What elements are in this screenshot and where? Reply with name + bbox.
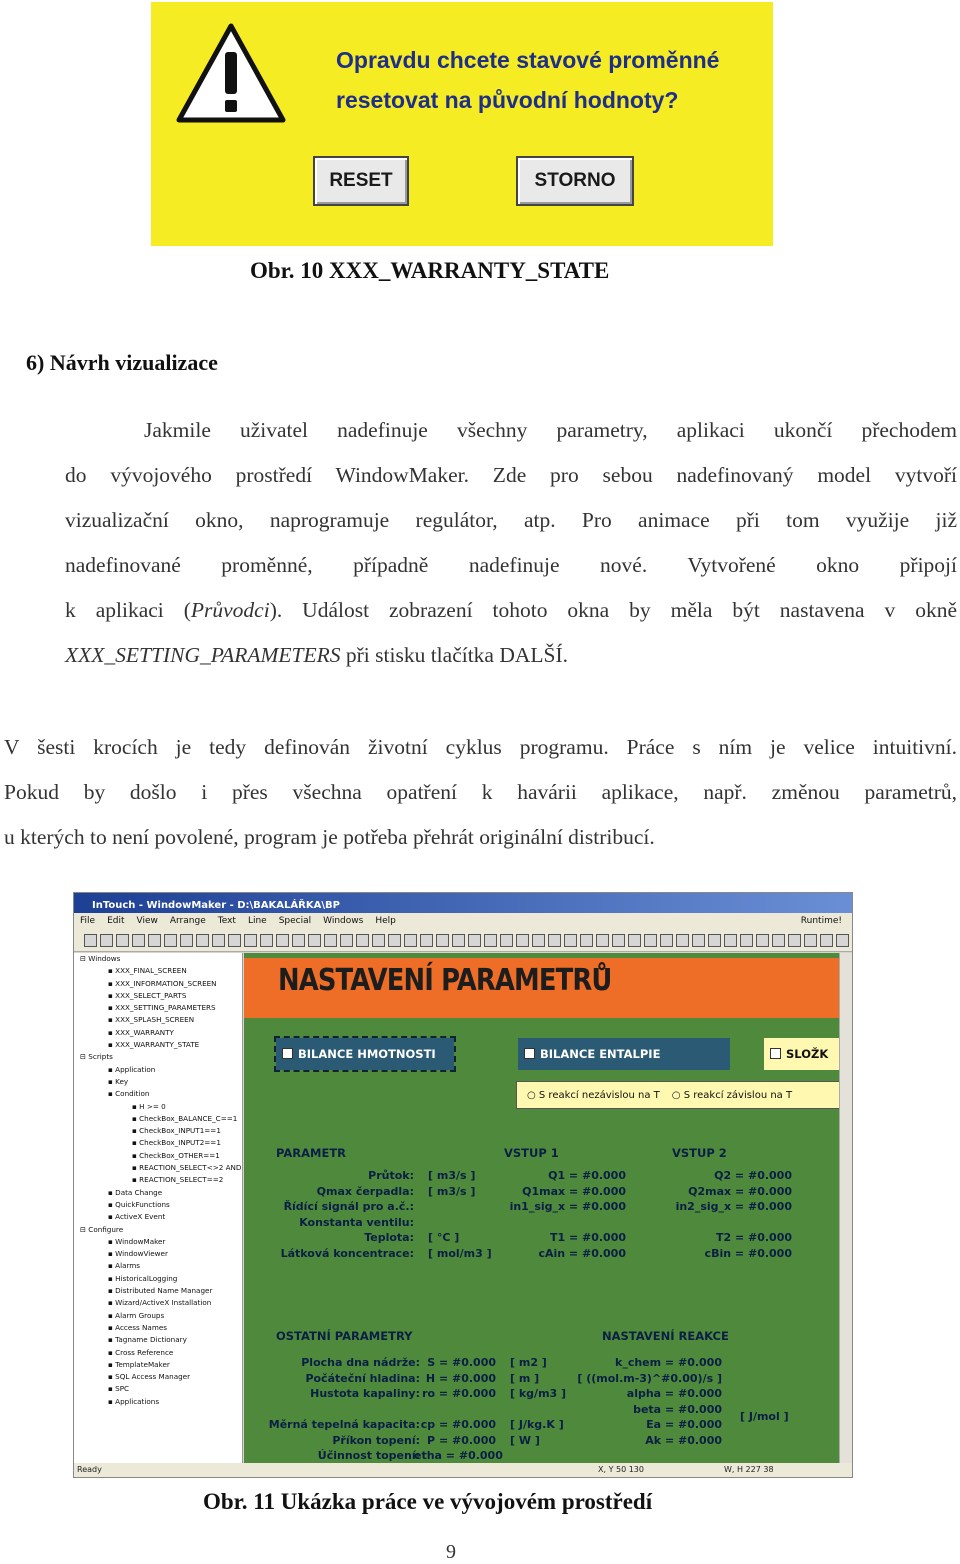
title-bar: InTouch - WindowMaker - D:\BAKALÁŘKA\BP	[74, 893, 852, 913]
tree-item[interactable]: ▪ XXX_SETTING_PARAMETERS	[108, 1003, 216, 1013]
menu-item[interactable]: Help	[375, 916, 396, 926]
toolbar-tool-icon[interactable]	[804, 934, 817, 947]
tree-item[interactable]: ▪ SQL Access Manager	[108, 1372, 191, 1382]
toolbar-tool-icon[interactable]	[260, 934, 273, 947]
toolbar-tool-icon[interactable]	[388, 934, 401, 947]
tree-item[interactable]: ▪ REACTION_SELECT==2	[132, 1175, 224, 1185]
tree-item[interactable]: ▪ XXX_WARRANTY_STATE	[108, 1040, 200, 1050]
paragraph-line: Jakmile uživatel nadefinuje všechny parametry, aplikaci ukončí přechodem	[144, 418, 957, 442]
tab-bilance-entalpie[interactable]: BILANCE ENTALPIE	[518, 1038, 730, 1070]
menu-item[interactable]: Windows	[323, 916, 364, 926]
value-line: k_chem = #0.000	[615, 1356, 722, 1369]
section-label: PARAMETR	[276, 1146, 347, 1160]
paragraph-line: V šesti krocích je tedy definován životní cyklus programu. Práce s ním je velice intuitivní.	[4, 735, 957, 759]
tree-item[interactable]: ▪ ActiveX Event	[108, 1212, 166, 1222]
figure-caption: Obr. 10 XXX_WARRANTY_STATE	[250, 258, 610, 283]
value-line	[414, 1402, 496, 1418]
toolbar-tool-icon[interactable]	[292, 934, 305, 947]
toolbar-tool-icon[interactable]	[164, 934, 177, 947]
toolbar-tool-icon[interactable]	[100, 934, 113, 947]
paragraph-line: u kterých to není povolené, program je potřeba přehrát originální distribucí.	[4, 825, 655, 849]
tree-item[interactable]: ▪ REACTION_SELECT<>2 AND	[132, 1163, 242, 1173]
value-line: [ m3/s ]	[428, 1184, 476, 1198]
toolbar-tool-icon[interactable]	[180, 934, 193, 947]
section-label: VSTUP 1	[504, 1146, 559, 1160]
value-line: Příkon topení:	[332, 1433, 420, 1447]
tree-item[interactable]: ▪ XXX_INFORMATION_SCREEN	[108, 978, 217, 988]
page-number: 9	[446, 1541, 456, 1563]
tree-item[interactable]: ▪ H >= 0	[132, 1101, 166, 1111]
toolbar-tool-icon[interactable]	[468, 934, 481, 947]
section-label: VSTUP 2	[672, 1146, 727, 1160]
figure-caption: Obr. 11 Ukázka práce ve vývojovém prostředí	[203, 1489, 653, 1514]
value-line: [ W ]	[510, 1433, 540, 1447]
toolbar-tool-icon[interactable]	[756, 934, 769, 947]
value-line: S = #0.000	[427, 1356, 496, 1369]
paragraph-line: Pokud by došlo i přes všechna opatření k havárii aplikace, např. změnou parametrů,	[4, 780, 957, 804]
value-line: Počáteční hladina:	[305, 1371, 420, 1385]
value-line: etha = #0.000	[414, 1449, 503, 1462]
toolbar-tool-icon[interactable]	[116, 934, 129, 947]
toolbar-tool-icon[interactable]	[548, 934, 561, 947]
value-line: Teplota:	[364, 1231, 414, 1244]
toolbar-tool-icon[interactable]	[372, 934, 385, 947]
toolbar-tool-icon[interactable]	[708, 934, 721, 947]
tree-item[interactable]: ▪ CheckBox_INPUT2==1	[132, 1138, 221, 1148]
value-line: in2_sig_x = #0.000	[675, 1200, 792, 1213]
toolbar-tool-icon[interactable]	[404, 934, 417, 947]
toolbar-tool-icon[interactable]	[228, 934, 241, 947]
ea-unit: [ J/mol ]	[740, 1410, 789, 1423]
value-line: Q1max = #0.000	[522, 1184, 626, 1198]
value-line: T2 = #0.000	[715, 1231, 792, 1244]
value-line: Látková koncentrace:	[280, 1246, 414, 1260]
paragraph-line: do vývojového prostředí WindowMaker. Zde pro sebou nadefinovaný model vytvoří	[65, 463, 957, 487]
toolbar-tool-icon[interactable]	[564, 934, 577, 947]
section-label: OSTATNÍ PARAMETRY	[276, 1329, 413, 1343]
reset-button[interactable]: RESET	[313, 156, 409, 206]
menu-item[interactable]: Edit	[107, 916, 125, 926]
canvas-title: NASTAVENÍ PARAMETRŮ	[278, 963, 612, 998]
tree-item[interactable]: ▪ Wizard/ActiveX Installation	[108, 1298, 212, 1308]
vertical-scrollbar[interactable]	[839, 953, 853, 1463]
tree-item[interactable]: ▪ WindowViewer	[108, 1249, 168, 1259]
value-line: Plocha dna nádrže:	[301, 1356, 420, 1369]
value-line: [ m3/s ]	[428, 1169, 476, 1182]
dialog-message	[336, 40, 719, 120]
toolbar-tool-icon[interactable]	[644, 934, 657, 947]
value-line	[264, 1402, 420, 1418]
tree-item[interactable]: ▪ XXX_SPLASH_SCREEN	[108, 1015, 195, 1025]
value-line: Měrná tepelná kapacita:	[268, 1418, 420, 1431]
toolbar-tool-icon[interactable]	[740, 934, 753, 947]
section-label: NASTAVENÍ REAKCE	[602, 1329, 729, 1343]
menu-item[interactable]: Arrange	[169, 916, 206, 926]
tree-item[interactable]: ▪ XXX_FINAL_SCREEN	[108, 966, 187, 976]
dialog-message-line: resetovat na původní hodnoty?	[336, 87, 679, 113]
other-labels	[264, 1355, 420, 1464]
tree-item[interactable]: ▪ XXX_WARRANTY	[108, 1027, 174, 1037]
value-line: Q2max = #0.000	[688, 1184, 792, 1198]
value-line: Ea = #0.000	[646, 1418, 722, 1431]
tab-slozky[interactable]: SLOŽK	[764, 1038, 844, 1070]
value-line: P = #0.000	[427, 1433, 496, 1447]
input1-values	[480, 1168, 626, 1261]
input2-values	[640, 1168, 792, 1261]
toolbar-tool-icon[interactable]	[276, 934, 289, 947]
toolbar-tool-icon[interactable]	[132, 934, 145, 947]
tree-item[interactable]: ▪ Data Change	[108, 1187, 163, 1197]
value-line: [ kg/m3 ]	[510, 1387, 567, 1400]
value-line: [ mol/m3 ]	[428, 1246, 492, 1260]
value-line: Q1 = #0.000	[548, 1169, 626, 1182]
menu-item[interactable]: Line	[247, 916, 267, 926]
toolbar-tool-icon[interactable]	[356, 934, 369, 947]
toolbar-tool-icon[interactable]	[516, 934, 529, 947]
toolbar-tool-icon[interactable]	[612, 934, 625, 947]
toolbar-tool-icon[interactable]	[84, 934, 97, 947]
tree-item[interactable]: ▪ Cross Reference	[108, 1347, 174, 1357]
tree-item[interactable]: ▪ Key	[108, 1076, 129, 1086]
tree-item[interactable]: ⊟ Windows	[80, 954, 121, 963]
toolbar-tool-icon[interactable]	[420, 934, 433, 947]
tree-item[interactable]: ▪ Distributed Name Manager	[108, 1286, 213, 1296]
value-line: Hustota kapaliny:	[310, 1387, 420, 1400]
tree-item[interactable]: ▪ Application	[108, 1064, 156, 1074]
tree-item[interactable]: ▪ Applications	[108, 1396, 160, 1406]
value-line: [ J/kg.K ]	[510, 1418, 564, 1431]
toolbar-tool-icon[interactable]	[692, 934, 705, 947]
tree-item[interactable]: ▪ QuickFunctions	[108, 1199, 170, 1209]
value-line: [ °C ]	[428, 1231, 460, 1244]
tree-item[interactable]: ▪ Alarm Groups	[108, 1310, 165, 1320]
menu-bar	[74, 913, 852, 929]
tree-item[interactable]: ▪ CheckBox_OTHER==1	[132, 1150, 220, 1160]
toolbar-tool-icon[interactable]	[436, 934, 449, 947]
value-line: H = #0.000	[425, 1371, 496, 1385]
value-line: beta = #0.000	[633, 1402, 722, 1416]
tree-item[interactable]: ⊟ Scripts	[80, 1052, 113, 1062]
toolbar	[74, 929, 852, 952]
value-line: cp = #0.000	[420, 1418, 496, 1431]
value-line: ro = #0.000	[422, 1387, 496, 1400]
value-line: Konstanta ventilu:	[299, 1215, 414, 1229]
toolbar-tool-icon[interactable]	[148, 934, 161, 947]
value-line: Ak = #0.000	[645, 1433, 722, 1447]
value-line	[480, 1215, 626, 1231]
menu-item[interactable]: File	[80, 916, 96, 926]
tree-item[interactable]: ▪ CheckBox_INPUT1==1	[132, 1126, 221, 1136]
toolbar-tool-icon[interactable]	[196, 934, 209, 947]
section-heading: 6) Návrh vizualizace	[26, 350, 218, 375]
tree-item[interactable]: ▪ TemplateMaker	[108, 1359, 170, 1369]
toolbar-tool-icon[interactable]	[532, 934, 545, 947]
window-canvas	[244, 953, 844, 1463]
toolbar-tool-icon[interactable]	[660, 934, 673, 947]
tree-item[interactable]: ▪ SPC	[108, 1384, 130, 1394]
paragraph-line: XXX_SETTING_PARAMETERS při stisku tlačítka DALŠÍ.	[65, 643, 569, 667]
value-line: alpha = #0.000	[626, 1387, 722, 1400]
tree-item[interactable]: ▪ Access Names	[108, 1322, 167, 1332]
toolbar-tool-icon[interactable]	[340, 934, 353, 947]
toolbar-tool-icon[interactable]	[452, 934, 465, 947]
toolbar-tool-icon[interactable]	[324, 934, 337, 947]
reaction-values	[574, 1355, 722, 1448]
toolbar-tool-icon[interactable]	[836, 934, 849, 947]
paragraph-line: vizualizační okno, naprogramuje regulátor, atp. Pro animace při tom využije již	[65, 508, 957, 532]
warning-icon	[175, 22, 287, 124]
radio-reaction-dependent[interactable]: ○ S reakcí závislou na T	[671, 1089, 793, 1101]
tree-item[interactable]: ▪ CheckBox_BALANCE_C==1	[132, 1113, 238, 1123]
value-line	[510, 1448, 590, 1464]
application-explorer-tree[interactable]	[74, 953, 243, 1463]
tree-item[interactable]: ▪ WindowMaker	[108, 1236, 166, 1246]
runtime-button[interactable]: Runtime!	[800, 916, 842, 926]
value-line: Qmax čerpadla:	[316, 1184, 414, 1198]
value-line: cAin = #0.000	[538, 1246, 626, 1260]
toolbar-tool-icon[interactable]	[724, 934, 737, 947]
toolbar-tool-icon[interactable]	[676, 934, 689, 947]
value-line: [ m ]	[510, 1371, 540, 1385]
status-bar: Ready X, Y 50 130 W, H 227 38	[74, 1463, 852, 1477]
value-line: Q2 = #0.000	[714, 1169, 792, 1182]
windowmaker-screenshot	[73, 892, 853, 1478]
dialog-message-line: Opravdu chcete stavové proměnné	[336, 47, 720, 73]
tab-bilance-hmotnosti[interactable]: BILANCE HMOTNOSTI	[276, 1038, 454, 1070]
toolbar-tool-icon[interactable]	[308, 934, 321, 947]
toolbar-tool-icon[interactable]	[820, 934, 833, 947]
toolbar-tool-icon[interactable]	[500, 934, 513, 947]
tree-item[interactable]: ▪ Condition	[108, 1089, 150, 1099]
toolbar-tool-icon[interactable]	[212, 934, 225, 947]
tree-item[interactable]: ▪ XXX_SELECT_PARTS	[108, 990, 187, 1000]
toolbar-tool-icon[interactable]	[580, 934, 593, 947]
toolbar-tool-icon[interactable]	[788, 934, 801, 947]
value-line: Průtok:	[368, 1169, 414, 1182]
toolbar-tool-icon[interactable]	[596, 934, 609, 947]
value-line: T1 = #0.000	[549, 1231, 626, 1244]
value-line: [ m2 ]	[510, 1356, 547, 1369]
reaction-radio-group	[516, 1081, 842, 1109]
paragraph-line: nadefinované proměnné, případně nadefinuje nové. Vytvořené okno připojí	[65, 553, 957, 577]
other-values	[414, 1355, 503, 1464]
tree-item[interactable]: ▪ HistoricalLogging	[108, 1273, 178, 1283]
value-line: cBin = #0.000	[704, 1246, 792, 1260]
tree-item[interactable]: ▪ Tagname Dictionary	[108, 1335, 187, 1345]
toolbar-tool-icon[interactable]	[772, 934, 785, 947]
radio-reaction-independent[interactable]: ○ S reakcí nezávislou na T	[527, 1089, 660, 1101]
storno-button[interactable]: STORNO	[516, 156, 634, 206]
menu-item[interactable]: View	[136, 916, 158, 926]
value-line: Řídící signál pro a.č.:	[283, 1200, 414, 1213]
toolbar-tool-icon[interactable]	[484, 934, 497, 947]
menu-item[interactable]: Special	[278, 916, 312, 926]
value-line	[640, 1215, 792, 1231]
parameter-labels	[264, 1168, 414, 1261]
value-line: [ ((mol.m-3)^#0.00)/s ]	[577, 1371, 722, 1385]
tree-item[interactable]: ▪ Alarms	[108, 1261, 141, 1271]
value-line: in1_sig_x = #0.000	[509, 1200, 626, 1213]
toolbar-tool-icon[interactable]	[628, 934, 641, 947]
paragraph-line: k aplikaci (Průvodci). Událost zobrazení tohoto okna by měla být nastavena v okně	[65, 598, 957, 622]
menu-item[interactable]: Text	[217, 916, 236, 926]
value-line: Účinnost topení:	[317, 1449, 420, 1462]
tree-item[interactable]: ⊟ Configure	[80, 1224, 124, 1234]
toolbar-tool-icon[interactable]	[244, 934, 257, 947]
